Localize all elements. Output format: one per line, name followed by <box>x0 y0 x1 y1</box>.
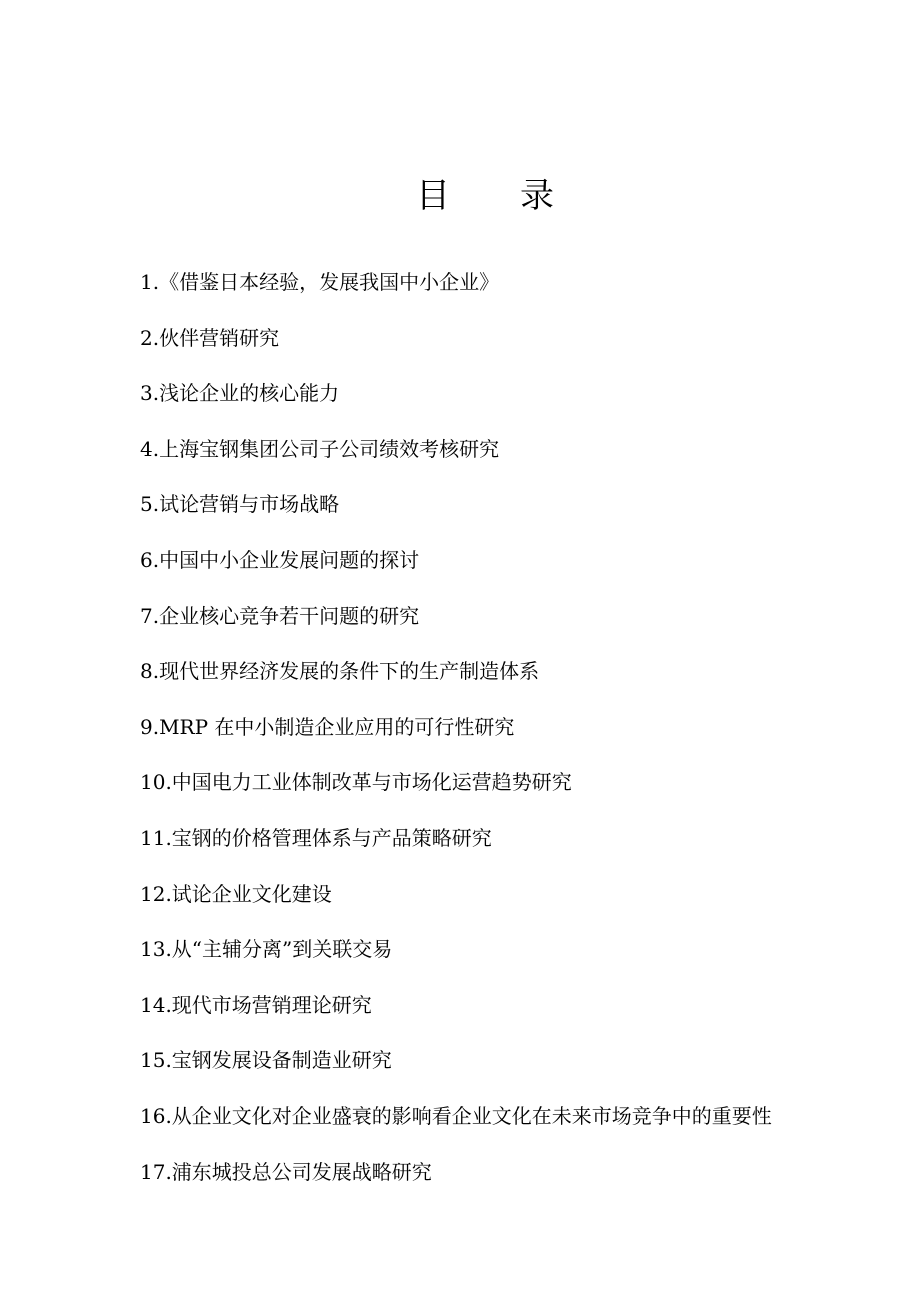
toc-entry: 7.企业核心竞争若干问题的研究 <box>140 603 420 628</box>
toc-entry: 1.《借鉴日本经验，发展我国中小企业》 <box>140 270 500 294</box>
toc-entry: 6.中国中小企业发展问题的探讨 <box>140 547 420 572</box>
toc-entry: 11.宝钢的价格管理体系与产品策略研究 <box>140 825 492 850</box>
table-of-contents <box>140 262 900 1207</box>
toc-entry: 17.浦东城投总公司发展战略研究 <box>140 1159 432 1184</box>
toc-entry: 12.试论企业文化建设 <box>140 881 332 906</box>
toc-entry: 13.从“主辅分离”到关联交易 <box>140 937 393 962</box>
toc-entry: 16.从企业文化对企业盛衰的影响看企业文化在未来市场竞争中的重要性 <box>140 1103 772 1128</box>
page-title-part2: 录 <box>520 176 554 216</box>
page-title <box>0 170 920 222</box>
toc-entry: 9.MRP 在中小制造企业应用的可行性研究 <box>140 714 515 739</box>
toc-entry: 3.浅论企业的核心能力 <box>140 381 340 406</box>
toc-entry: 4.上海宝钢集团公司子公司绩效考核研究 <box>140 436 500 461</box>
toc-entry: 15.宝钢发展设备制造业研究 <box>140 1048 392 1073</box>
page-title-part1: 目 <box>416 176 450 216</box>
toc-entry: 8.现代世界经济发展的条件下的生产制造体系 <box>140 659 540 684</box>
toc-entry: 5.试论营销与市场战略 <box>140 492 340 517</box>
toc-entry: 14.现代市场营销理论研究 <box>140 992 372 1017</box>
toc-entry: 10.中国电力工业体制改革与市场化运营趋势研究 <box>140 770 572 795</box>
toc-entry: 2.伙伴营销研究 <box>140 325 280 350</box>
